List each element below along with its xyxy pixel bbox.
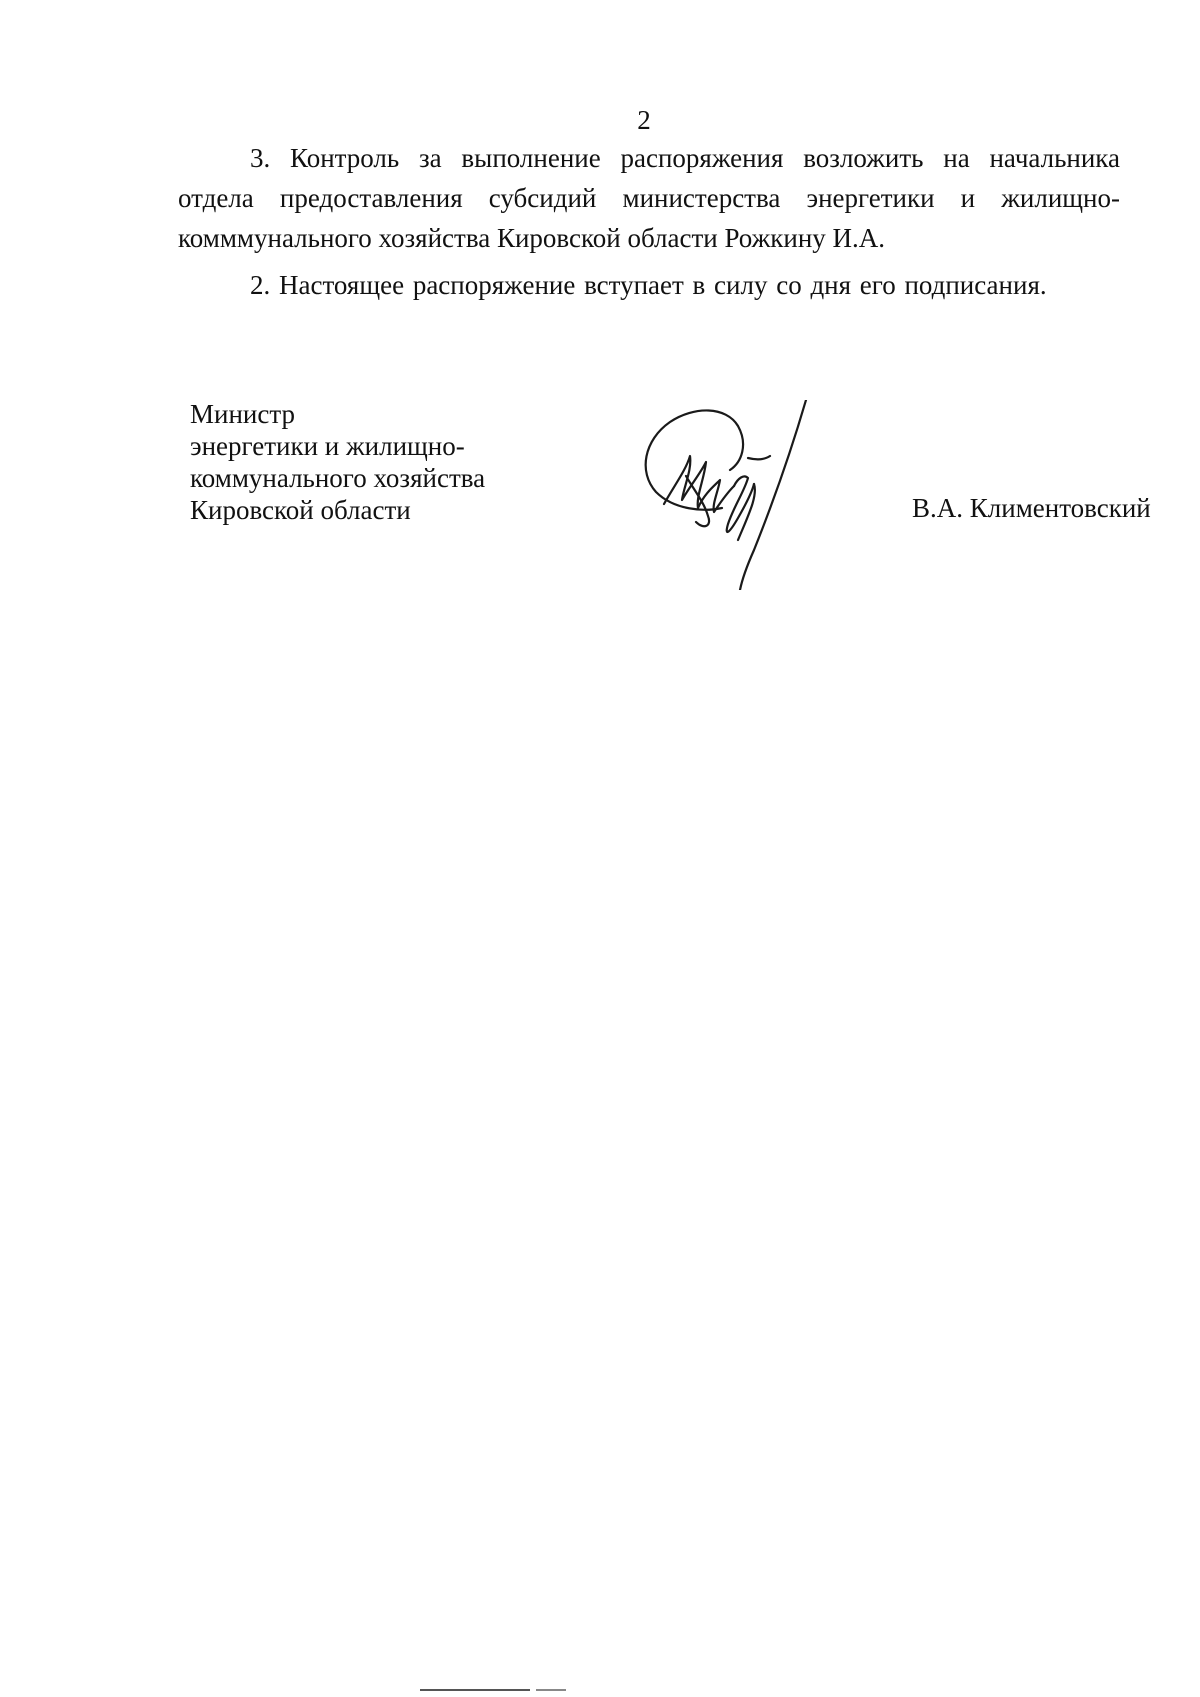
- scan-edge-mark: [420, 1688, 720, 1692]
- paragraph-control-line-2: отдела предоставления субсидий министерства энергетики и жилищно-: [178, 183, 1120, 213]
- signatory-title-line-3: коммунального хозяйства: [190, 463, 486, 493]
- signatory-title-line-4: Кировской области: [190, 495, 411, 525]
- paragraph-control-line-1: 3. Контроль за выполнение распоряжения возложить на начальника: [250, 143, 1120, 173]
- paragraph-effective-date: 2. Настоящее распоряжение вступает в силу со дня его подписания.: [250, 270, 1047, 300]
- signatory-title-line-1: Министр: [190, 399, 295, 429]
- signer-name: В.А. Климентовский: [912, 493, 1151, 523]
- paragraph-control: [178, 138, 1120, 258]
- signatory-title-line-2: энергетики и жилищно-: [190, 431, 465, 461]
- paragraph-control-line-3: комммунального хозяйства Кировской области Рожкину И.А.: [178, 223, 886, 253]
- handwritten-signature: [634, 400, 834, 590]
- signatory-title-block: [190, 398, 485, 526]
- page-number: 2: [637, 105, 651, 135]
